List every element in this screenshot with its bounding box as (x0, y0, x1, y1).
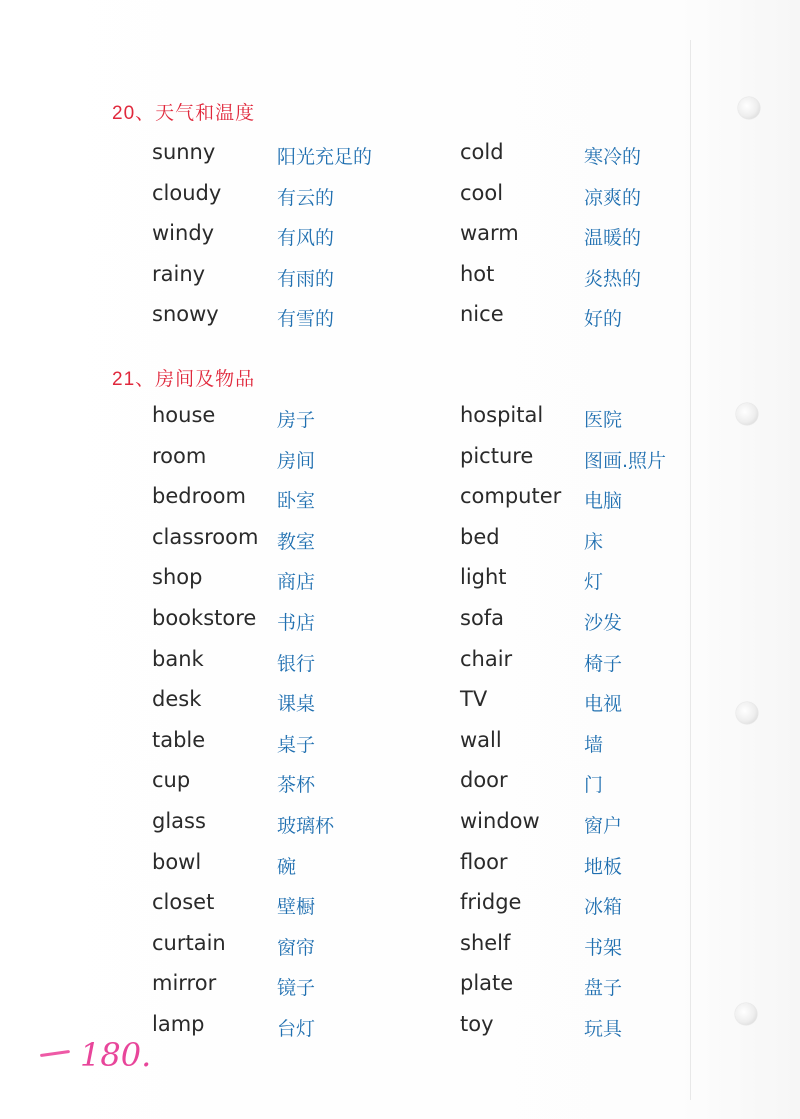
section-title-weather: 20、天气和温度 (112, 103, 256, 124)
vocab-english: classroom (152, 525, 259, 549)
vocab-chinese: 椅子 (584, 653, 623, 675)
vocab-chinese: 课桌 (277, 693, 316, 715)
vocab-english: cold (460, 140, 504, 164)
vocab-english: fridge (460, 890, 522, 914)
vocab-english: TV (460, 687, 488, 711)
binder-hole (736, 403, 758, 425)
page-edge-line (690, 40, 691, 1100)
binder-hole (738, 97, 760, 119)
vocab-chinese: 门 (584, 774, 604, 796)
vocab-english: mirror (152, 971, 217, 995)
vocab-english: chair (460, 647, 513, 671)
vocab-chinese: 台灯 (277, 1018, 316, 1040)
vocab-english: picture (460, 444, 534, 468)
vocab-english: toy (460, 1012, 494, 1036)
vocab-english: door (460, 768, 508, 792)
vocab-chinese: 书架 (584, 937, 623, 959)
vocab-english: cool (460, 181, 504, 205)
vocab-english: cloudy (152, 181, 222, 205)
vocab-chinese: 好的 (584, 308, 623, 330)
vocab-chinese: 有风的 (277, 227, 335, 249)
vocab-chinese: 房间 (277, 450, 316, 472)
page-number: 180. (80, 1036, 152, 1074)
vocab-chinese: 冰箱 (584, 896, 623, 918)
vocab-english: windy (152, 221, 215, 245)
vocab-chinese: 窗户 (584, 815, 623, 837)
vocab-english: rainy (152, 262, 206, 286)
vocab-chinese: 医院 (584, 409, 623, 431)
vocab-chinese: 电脑 (584, 490, 623, 512)
vocab-chinese: 玩具 (584, 1018, 623, 1040)
vocab-english: floor (460, 850, 508, 874)
vocab-english: closet (152, 890, 215, 914)
vocab-chinese: 窗帘 (277, 937, 316, 959)
vocab-english: nice (460, 302, 504, 326)
vocab-english: cup (152, 768, 191, 792)
vocab-english: bedroom (152, 484, 246, 508)
vocab-chinese: 地板 (584, 856, 623, 878)
vocab-english: light (460, 565, 507, 589)
vocab-english: house (152, 403, 216, 427)
vocab-english: hospital (460, 403, 544, 427)
section-title-rooms: 21、房间及物品 (112, 369, 256, 390)
vocab-chinese: 灯 (584, 571, 604, 593)
vocab-english: sunny (152, 140, 216, 164)
binder-hole (735, 1003, 757, 1025)
vocab-english: shelf (460, 931, 511, 955)
vocab-chinese: 凉爽的 (584, 187, 642, 209)
vocab-english: glass (152, 809, 206, 833)
vocab-english: sofa (460, 606, 505, 630)
vocab-chinese: 书店 (277, 612, 316, 634)
vocab-english: desk (152, 687, 202, 711)
vocab-chinese: 温暖的 (584, 227, 642, 249)
vocab-english: table (152, 728, 206, 752)
vocab-english: bowl (152, 850, 202, 874)
vocab-chinese: 墙 (584, 734, 604, 756)
vocab-chinese: 图画.照片 (584, 450, 667, 472)
vocab-english: window (460, 809, 540, 833)
vocab-english: lamp (152, 1012, 205, 1036)
vocab-chinese: 壁橱 (277, 896, 316, 918)
vocab-chinese: 盘子 (584, 977, 623, 999)
vocab-chinese: 镜子 (277, 977, 316, 999)
vocab-english: bank (152, 647, 204, 671)
vocab-chinese: 沙发 (584, 612, 623, 634)
vocab-english: wall (460, 728, 502, 752)
binder-hole (736, 702, 758, 724)
vocab-english: computer (460, 484, 562, 508)
vocab-chinese: 有雨的 (277, 268, 335, 290)
vocab-chinese: 茶杯 (277, 774, 316, 796)
vocab-english: bed (460, 525, 500, 549)
vocab-chinese: 卧室 (277, 490, 316, 512)
vocab-chinese: 商店 (277, 571, 316, 593)
vocab-chinese: 玻璃杯 (277, 815, 335, 837)
vocab-chinese: 碗 (277, 856, 297, 878)
vocab-english: snowy (152, 302, 219, 326)
vocab-english: warm (460, 221, 519, 245)
vocab-chinese: 有云的 (277, 187, 335, 209)
vocab-english: room (152, 444, 207, 468)
vocab-english: shop (152, 565, 203, 589)
vocab-english: bookstore (152, 606, 257, 630)
vocab-chinese: 教室 (277, 531, 316, 553)
vocab-chinese: 寒冷的 (584, 146, 642, 168)
vocab-english: plate (460, 971, 514, 995)
vocab-chinese: 桌子 (277, 734, 316, 756)
vocab-chinese: 阳光充足的 (277, 146, 373, 168)
vocab-english: hot (460, 262, 495, 286)
vocab-english: curtain (152, 931, 226, 955)
vocab-chinese: 银行 (277, 653, 316, 675)
vocab-chinese: 有雪的 (277, 308, 335, 330)
page-number-mark (40, 1050, 70, 1057)
vocab-chinese: 炎热的 (584, 268, 642, 290)
vocab-chinese: 房子 (277, 409, 316, 431)
vocab-chinese: 床 (584, 531, 604, 553)
vocab-chinese: 电视 (584, 693, 623, 715)
